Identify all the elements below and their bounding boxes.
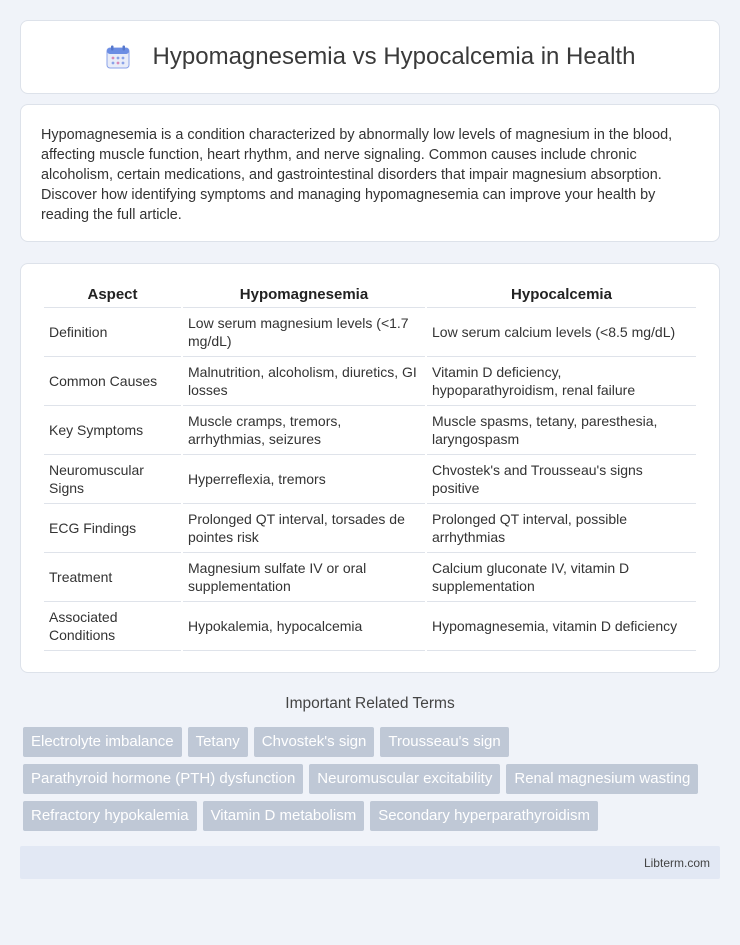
- table-cell: Prolonged QT interval, possible arrhythmias: [427, 504, 696, 553]
- table-cell: Associated Conditions: [44, 602, 181, 651]
- table-cell: Common Causes: [44, 357, 181, 406]
- page-title: Hypomagnesemia vs Hypocalcemia in Health: [152, 43, 636, 70]
- intro-text: Hypomagnesemia is a condition characterized by abnormally low levels of magnesium in the blood, affecting muscle function, heart rhythm, and nerve signaling. Common causes include chronic alcoholism, certain medications, and gastrointestinal disorders that impair magnesium absorption. Discover how identifying symptoms and managing hypomagnesemia can improve your health by reading the full article.: [41, 127, 673, 223]
- related-term-tag[interactable]: Chvostek's sign: [254, 727, 375, 757]
- table-cell: Calcium gluconate IV, vitamin D supplementation: [427, 553, 696, 602]
- column-header-hypocalcemia: Hypocalcemia: [427, 284, 696, 308]
- related-term-tag[interactable]: Electrolyte imbalance: [23, 727, 182, 757]
- related-term-tag[interactable]: Trousseau's sign: [380, 727, 508, 757]
- table-row: [44, 504, 696, 553]
- table-row: [44, 308, 696, 357]
- related-term-tag[interactable]: Secondary hyperparathyroidism: [370, 801, 598, 831]
- page-header: [20, 20, 720, 94]
- table-cell: Hypokalemia, hypocalcemia: [183, 602, 425, 651]
- table-cell: Key Symptoms: [44, 406, 181, 455]
- footer-site-link[interactable]: Libterm.com: [643, 855, 710, 870]
- related-term-tag[interactable]: Neuromuscular excitability: [309, 764, 500, 794]
- table-cell: Vitamin D deficiency, hypoparathyroidism, renal failure: [427, 357, 696, 406]
- table-cell: Chvostek's and Trousseau's signs positive: [427, 455, 696, 504]
- table-header-row: [44, 284, 696, 308]
- table-cell: Magnesium sulfate IV or oral supplementation: [183, 553, 425, 602]
- calendar-icon: [105, 44, 131, 70]
- table-cell: Neuromuscular Signs: [44, 455, 181, 504]
- table-cell: Low serum calcium levels (<8.5 mg/dL): [427, 308, 696, 357]
- table-cell: Hyperreflexia, tremors: [183, 455, 425, 504]
- table-cell: Muscle spasms, tetany, paresthesia, laryngospasm: [427, 406, 696, 455]
- table-row: [44, 553, 696, 602]
- related-term-tag[interactable]: Vitamin D metabolism: [203, 801, 365, 831]
- intro-section: [20, 104, 720, 242]
- table-row: [44, 406, 696, 455]
- related-term-tag[interactable]: Renal magnesium wasting: [506, 764, 698, 794]
- table-cell: Hypomagnesemia, vitamin D deficiency: [427, 602, 696, 651]
- table-cell: ECG Findings: [44, 504, 181, 553]
- related-term-tag[interactable]: Parathyroid hormone (PTH) dysfunction: [23, 764, 303, 794]
- table-cell: Muscle cramps, tremors, arrhythmias, seizures: [183, 406, 425, 455]
- comparison-table-card: [20, 263, 720, 673]
- comparison-table: [42, 284, 698, 651]
- table-row: [44, 602, 696, 651]
- column-header-aspect: Aspect: [44, 284, 181, 308]
- related-term-tag[interactable]: Refractory hypokalemia: [23, 801, 197, 831]
- related-terms-list: [23, 727, 720, 831]
- table-cell: Malnutrition, alcoholism, diuretics, GI losses: [183, 357, 425, 406]
- table-cell: Treatment: [44, 553, 181, 602]
- table-cell: Definition: [44, 308, 181, 357]
- page-footer: [20, 846, 720, 879]
- column-header-hypomagnesemia: Hypomagnesemia: [183, 284, 425, 308]
- table-row: [44, 455, 696, 504]
- related-term-tag[interactable]: Tetany: [188, 727, 248, 757]
- table-row: [44, 357, 696, 406]
- table-cell: Low serum magnesium levels (<1.7 mg/dL): [183, 308, 425, 357]
- table-cell: Prolonged QT interval, torsades de pointes risk: [183, 504, 425, 553]
- related-terms-title: Important Related Terms: [285, 695, 455, 712]
